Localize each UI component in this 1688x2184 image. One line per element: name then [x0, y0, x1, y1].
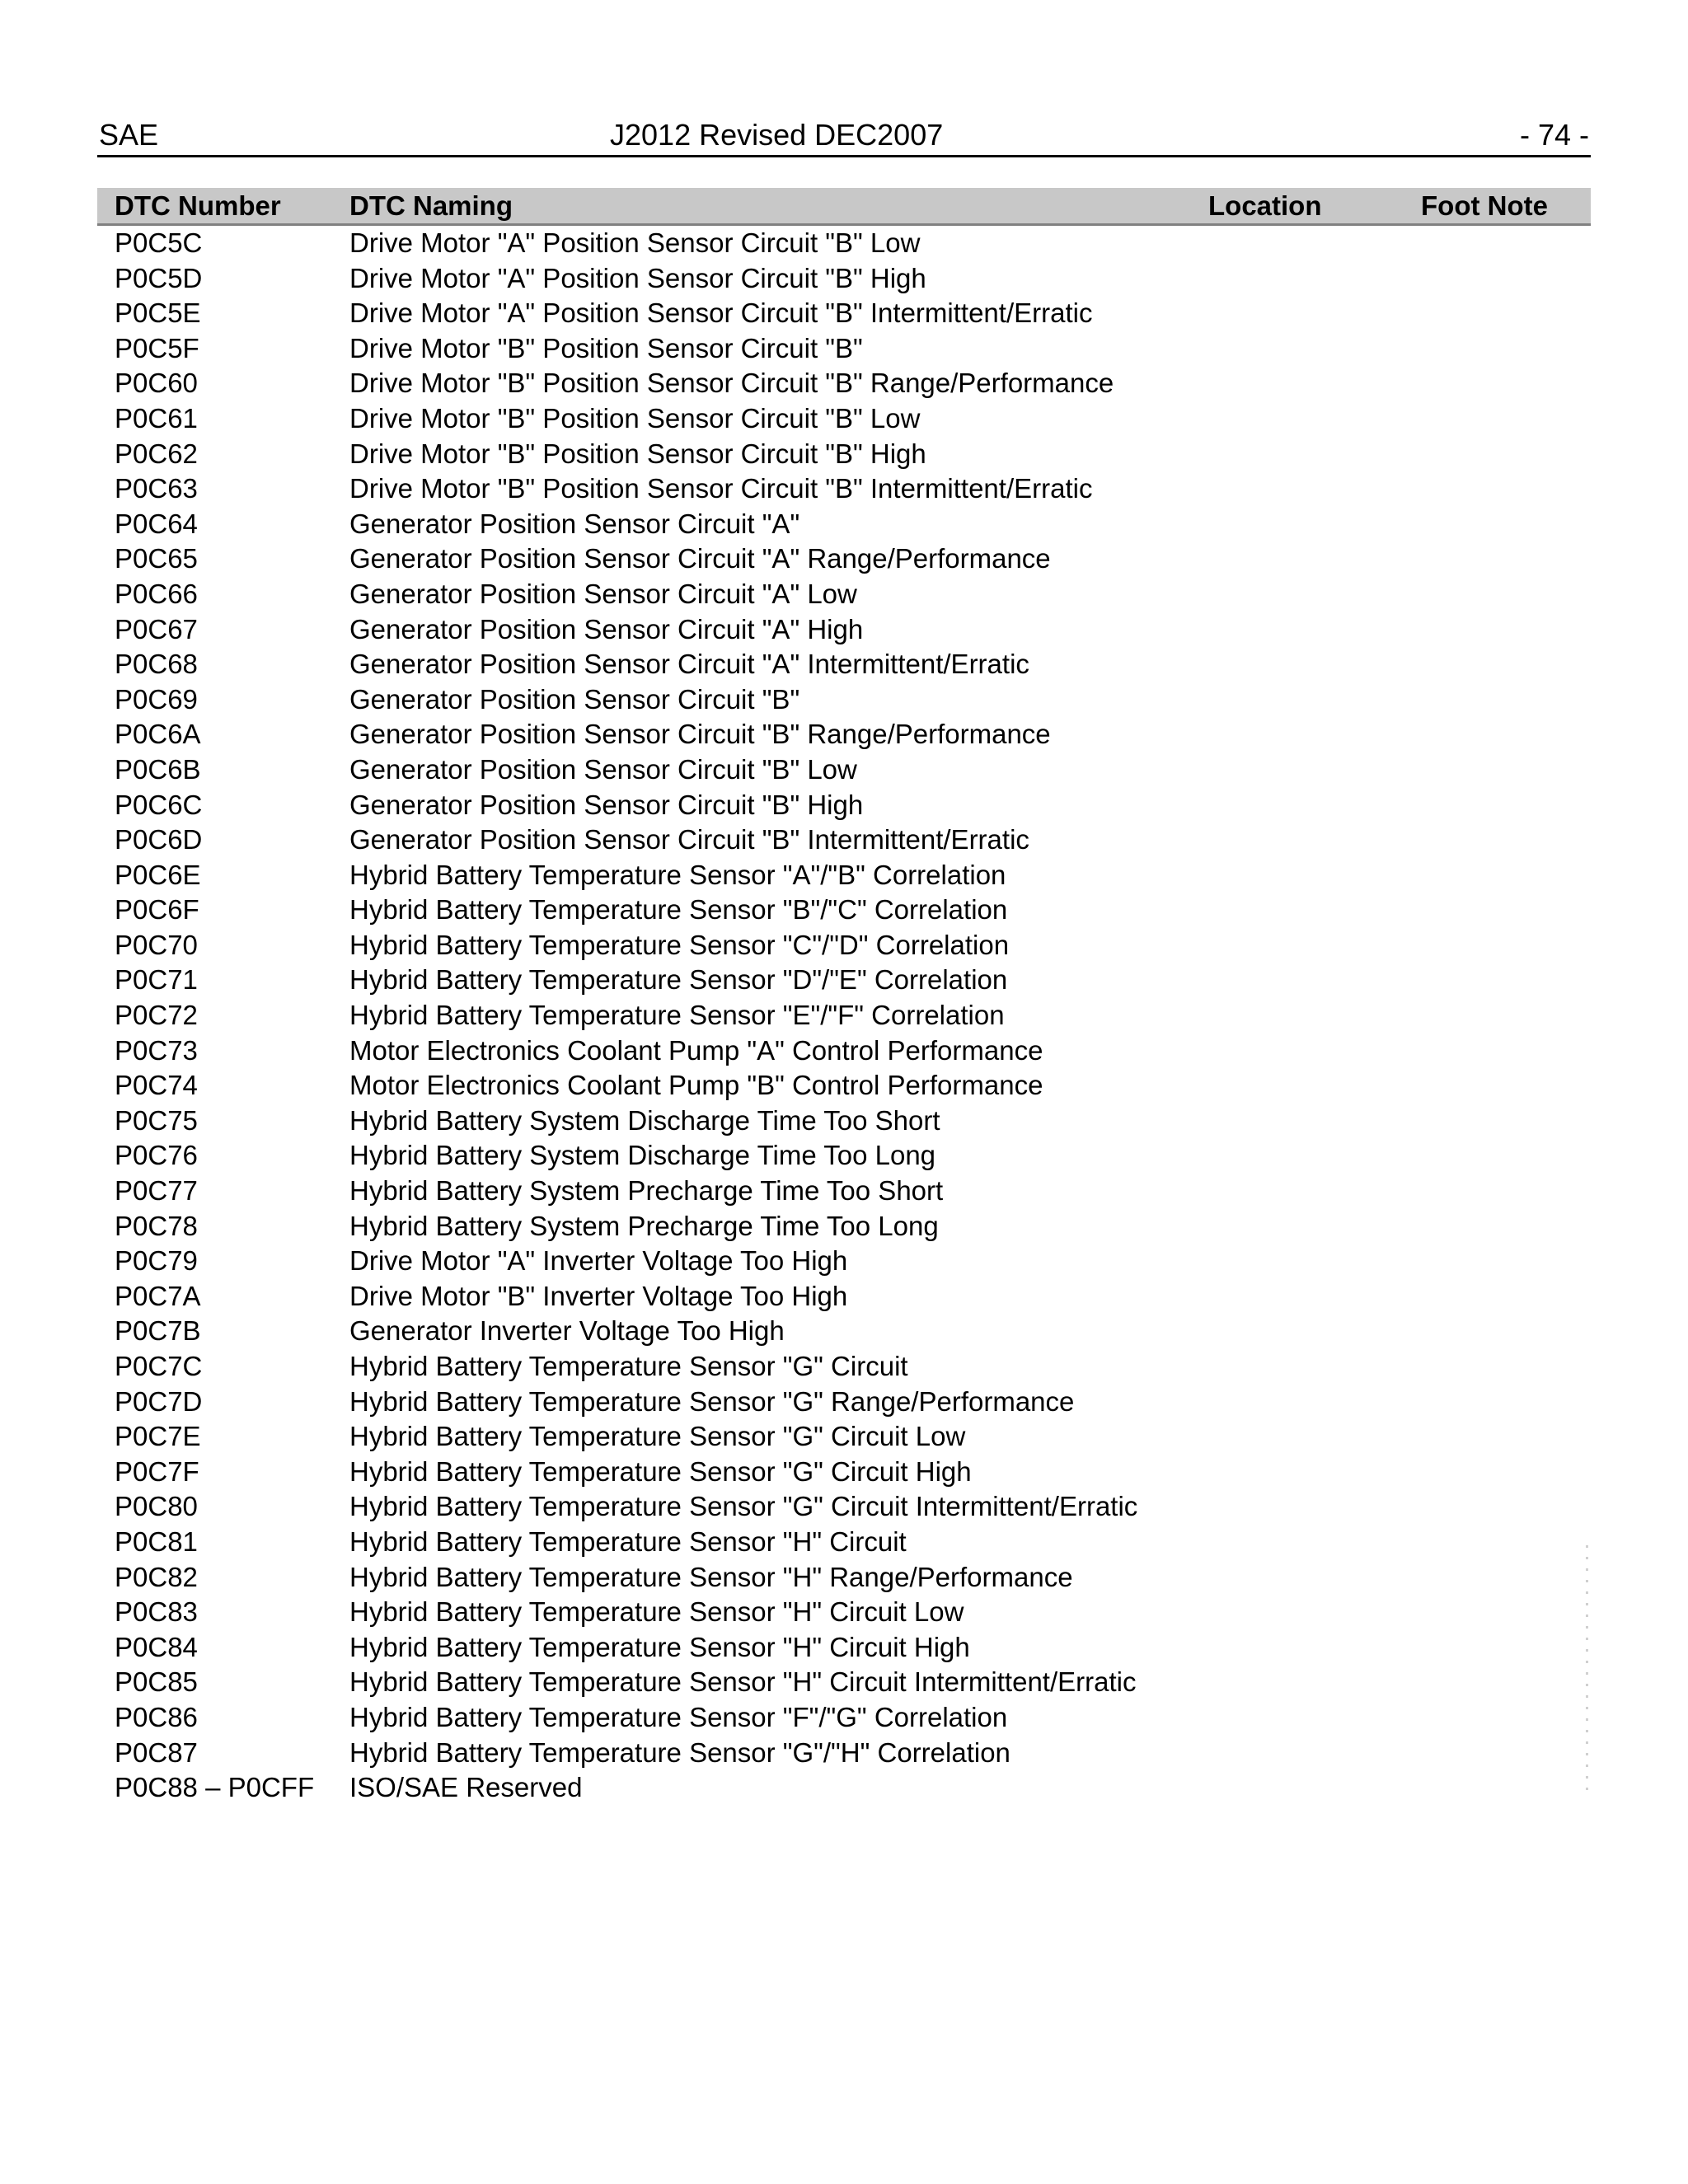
dtc-code-cell: P0C84 — [115, 1631, 198, 1662]
table-row — [97, 1419, 1591, 1455]
dtc-name-cell: Generator Position Sensor Circuit "B" Range/Performance — [349, 719, 1051, 750]
dtc-name-cell: Hybrid Battery Temperature Sensor "G" Circuit High — [349, 1455, 972, 1487]
table-row — [97, 823, 1591, 858]
dtc-name-cell: Generator Position Sensor Circuit "B" — [349, 683, 800, 715]
dtc-name-cell: Drive Motor "B" Position Sensor Circuit "B" High — [349, 438, 926, 469]
dtc-code-cell: P0C73 — [115, 1034, 198, 1066]
table-row — [97, 1104, 1591, 1139]
dtc-code-cell: P0C7F — [115, 1455, 199, 1487]
dtc-name-cell: Hybrid Battery Temperature Sensor "G"/"H" Correlation — [349, 1736, 1010, 1768]
table-row — [97, 1489, 1591, 1525]
dtc-code-cell: P0C72 — [115, 1000, 198, 1031]
table-row — [97, 1700, 1591, 1736]
table-row — [97, 1138, 1591, 1174]
table-row — [97, 928, 1591, 963]
dtc-code-cell: P0C63 — [115, 473, 198, 504]
dtc-name-cell: Hybrid Battery System Discharge Time Too Long — [349, 1140, 936, 1171]
table-row — [97, 1244, 1591, 1279]
table-row — [97, 1665, 1591, 1700]
dtc-code-cell: P0C82 — [115, 1561, 198, 1592]
table-row — [97, 612, 1591, 648]
table-row — [97, 1314, 1591, 1349]
table-row — [97, 401, 1591, 437]
dtc-name-cell: Hybrid Battery Temperature Sensor "G" Circuit Low — [349, 1421, 966, 1452]
dtc-code-cell: P0C64 — [115, 508, 198, 539]
column-header-dtc-naming: DTC Naming — [349, 190, 513, 221]
table-row — [97, 366, 1591, 401]
dtc-code-cell: P0C5F — [115, 332, 199, 363]
dtc-table — [97, 188, 1591, 1806]
dtc-name-cell: Drive Motor "A" Inverter Voltage Too High — [349, 1245, 848, 1277]
dtc-code-cell: P0C6D — [115, 824, 203, 855]
dtc-name-cell: Hybrid Battery Temperature Sensor "B"/"C" Correlation — [349, 894, 1008, 926]
dtc-name-cell: Hybrid Battery Temperature Sensor "A"/"B" Correlation — [349, 859, 1006, 890]
page-header — [97, 115, 1591, 157]
dtc-code-cell: P0C62 — [115, 438, 198, 469]
dtc-name-cell: Drive Motor "B" Position Sensor Circuit "B" Range/Performance — [349, 368, 1114, 399]
dtc-code-cell: P0C7D — [115, 1385, 203, 1417]
column-header-location: Location — [1208, 190, 1322, 221]
dtc-code-cell: P0C5D — [115, 262, 203, 293]
dtc-code-cell: P0C7C — [115, 1351, 203, 1381]
dtc-code-cell: P0C6A — [115, 719, 201, 750]
dtc-code-cell: P0C61 — [115, 402, 198, 434]
table-row — [97, 1770, 1591, 1806]
dtc-code-cell: P0C85 — [115, 1666, 198, 1698]
dtc-name-cell: Hybrid Battery System Precharge Time Too Short — [349, 1175, 944, 1207]
table-row — [97, 1630, 1591, 1666]
dtc-name-cell: Motor Electronics Coolant Pump "A" Control Performance — [349, 1034, 1043, 1066]
table-row — [97, 1174, 1591, 1209]
table-row — [97, 471, 1591, 507]
dtc-code-cell: P0C81 — [115, 1526, 198, 1557]
dtc-name-cell: Hybrid Battery Temperature Sensor "H" Circuit High — [349, 1631, 970, 1662]
table-header-row — [97, 188, 1591, 226]
dtc-code-cell: P0C6F — [115, 894, 199, 926]
table-row — [97, 1033, 1591, 1069]
dtc-name-cell: Generator Position Sensor Circuit "A" Range/Performance — [349, 543, 1051, 574]
table-row — [97, 1209, 1591, 1244]
dtc-code-cell: P0C7A — [115, 1280, 201, 1311]
dtc-name-cell: Hybrid Battery Temperature Sensor "F"/"G" Correlation — [349, 1701, 1008, 1732]
dtc-code-cell: P0C5E — [115, 298, 201, 329]
table-row — [97, 1455, 1591, 1490]
table-row — [97, 261, 1591, 297]
table-row — [97, 682, 1591, 718]
dtc-name-cell: Hybrid Battery System Precharge Time Too Long — [349, 1210, 939, 1241]
dtc-code-cell: P0C69 — [115, 683, 198, 715]
dtc-name-cell: Hybrid Battery System Discharge Time Too Short — [349, 1104, 940, 1136]
dtc-name-cell: Hybrid Battery Temperature Sensor "H" Circuit — [349, 1526, 907, 1557]
dtc-code-cell: P0C83 — [115, 1596, 198, 1628]
table-row — [97, 507, 1591, 542]
column-header-dtc-number: DTC Number — [115, 190, 281, 221]
dtc-name-cell: Hybrid Battery Temperature Sensor "G" Circuit — [349, 1351, 908, 1381]
table-row — [97, 893, 1591, 928]
dtc-name-cell: Drive Motor "A" Position Sensor Circuit "B" Intermittent/Erratic — [349, 298, 1093, 329]
dtc-name-cell: Drive Motor "B" Inverter Voltage Too High — [349, 1280, 848, 1311]
dtc-name-cell: Generator Position Sensor Circuit "B" Low — [349, 753, 857, 785]
dtc-code-cell: P0C6B — [115, 753, 201, 785]
table-row — [97, 998, 1591, 1033]
dtc-name-cell: ISO/SAE Reserved — [349, 1772, 583, 1803]
table-row — [97, 1525, 1591, 1560]
dtc-code-cell: P0C87 — [115, 1736, 198, 1768]
dtc-code-cell: P0C77 — [115, 1175, 198, 1207]
dtc-name-cell: Generator Position Sensor Circuit "B" Intermittent/Erratic — [349, 824, 1029, 855]
dtc-code-cell: P0C65 — [115, 543, 198, 574]
dtc-name-cell: Drive Motor "B" Position Sensor Circuit "B" Intermittent/Erratic — [349, 473, 1093, 504]
dtc-name-cell: Hybrid Battery Temperature Sensor "H" Circuit Low — [349, 1596, 964, 1628]
margin-artifact — [1586, 1545, 1588, 1793]
dtc-code-cell: P0C67 — [115, 613, 198, 644]
dtc-code-cell: P0C71 — [115, 964, 198, 996]
dtc-code-cell: P0C86 — [115, 1701, 198, 1732]
dtc-name-cell: Drive Motor "A" Position Sensor Circuit "B" Low — [349, 227, 921, 258]
dtc-name-cell: Drive Motor "A" Position Sensor Circuit "B" High — [349, 262, 926, 293]
table-row — [97, 1560, 1591, 1596]
dtc-code-cell: P0C79 — [115, 1245, 198, 1277]
table-row — [97, 226, 1591, 261]
dtc-code-cell: P0C70 — [115, 929, 198, 960]
table-row — [97, 647, 1591, 682]
table-row — [97, 1385, 1591, 1420]
table-row — [97, 1595, 1591, 1630]
dtc-code-cell: P0C68 — [115, 649, 198, 680]
dtc-code-cell: P0C75 — [115, 1104, 198, 1136]
table-row — [97, 296, 1591, 331]
dtc-code-cell: P0C76 — [115, 1140, 198, 1171]
table-row — [97, 717, 1591, 752]
header-page-number: - 74 - — [1519, 118, 1589, 152]
dtc-name-cell: Drive Motor "B" Position Sensor Circuit "B" — [349, 332, 863, 363]
table-row — [97, 1279, 1591, 1315]
dtc-code-cell: P0C74 — [115, 1070, 198, 1101]
dtc-code-cell: P0C66 — [115, 578, 198, 609]
dtc-name-cell: Generator Inverter Voltage Too High — [349, 1315, 785, 1347]
dtc-code-cell: P0C78 — [115, 1210, 198, 1241]
dtc-name-cell: Generator Position Sensor Circuit "A" Low — [349, 578, 857, 609]
table-row — [97, 577, 1591, 612]
dtc-code-cell: P0C7E — [115, 1421, 201, 1452]
table-body — [97, 226, 1591, 1806]
dtc-name-cell: Generator Position Sensor Circuit "A" High — [349, 613, 864, 644]
dtc-code-cell: P0C5C — [115, 227, 203, 258]
dtc-name-cell: Hybrid Battery Temperature Sensor "D"/"E" Correlation — [349, 964, 1008, 996]
table-row — [97, 541, 1591, 577]
dtc-name-cell: Hybrid Battery Temperature Sensor "H" Circuit Intermittent/Erratic — [349, 1666, 1137, 1698]
dtc-code-cell: P0C6C — [115, 789, 203, 820]
table-row — [97, 1736, 1591, 1771]
table-row — [97, 331, 1591, 367]
dtc-name-cell: Generator Position Sensor Circuit "B" High — [349, 789, 864, 820]
header-org: SAE — [99, 118, 159, 152]
dtc-name-cell: Generator Position Sensor Circuit "A" — [349, 508, 800, 539]
dtc-code-cell: P0C80 — [115, 1491, 198, 1522]
header-document-id: J2012 Revised DEC2007 — [610, 118, 944, 152]
table-row — [97, 788, 1591, 823]
dtc-name-cell: Motor Electronics Coolant Pump "B" Control Performance — [349, 1070, 1043, 1101]
table-row — [97, 858, 1591, 893]
column-header-foot-note: Foot Note — [1421, 190, 1548, 221]
dtc-name-cell: Hybrid Battery Temperature Sensor "C"/"D" Correlation — [349, 929, 1010, 960]
dtc-code-cell: P0C88 – P0CFF — [115, 1772, 315, 1803]
dtc-name-cell: Hybrid Battery Temperature Sensor "G" Circuit Intermittent/Erratic — [349, 1491, 1138, 1522]
table-row — [97, 963, 1591, 998]
dtc-name-cell: Hybrid Battery Temperature Sensor "H" Range/Performance — [349, 1561, 1073, 1592]
table-row — [97, 1349, 1591, 1385]
dtc-code-cell: P0C6E — [115, 859, 201, 890]
dtc-name-cell: Hybrid Battery Temperature Sensor "E"/"F" Correlation — [349, 1000, 1005, 1031]
dtc-code-cell: P0C7B — [115, 1315, 201, 1347]
table-row — [97, 1068, 1591, 1104]
dtc-name-cell: Drive Motor "B" Position Sensor Circuit "B" Low — [349, 402, 921, 434]
dtc-code-cell: P0C60 — [115, 368, 198, 399]
table-row — [97, 752, 1591, 788]
dtc-name-cell: Hybrid Battery Temperature Sensor "G" Range/Performance — [349, 1385, 1075, 1417]
table-row — [97, 437, 1591, 472]
dtc-name-cell: Generator Position Sensor Circuit "A" Intermittent/Erratic — [349, 649, 1029, 680]
